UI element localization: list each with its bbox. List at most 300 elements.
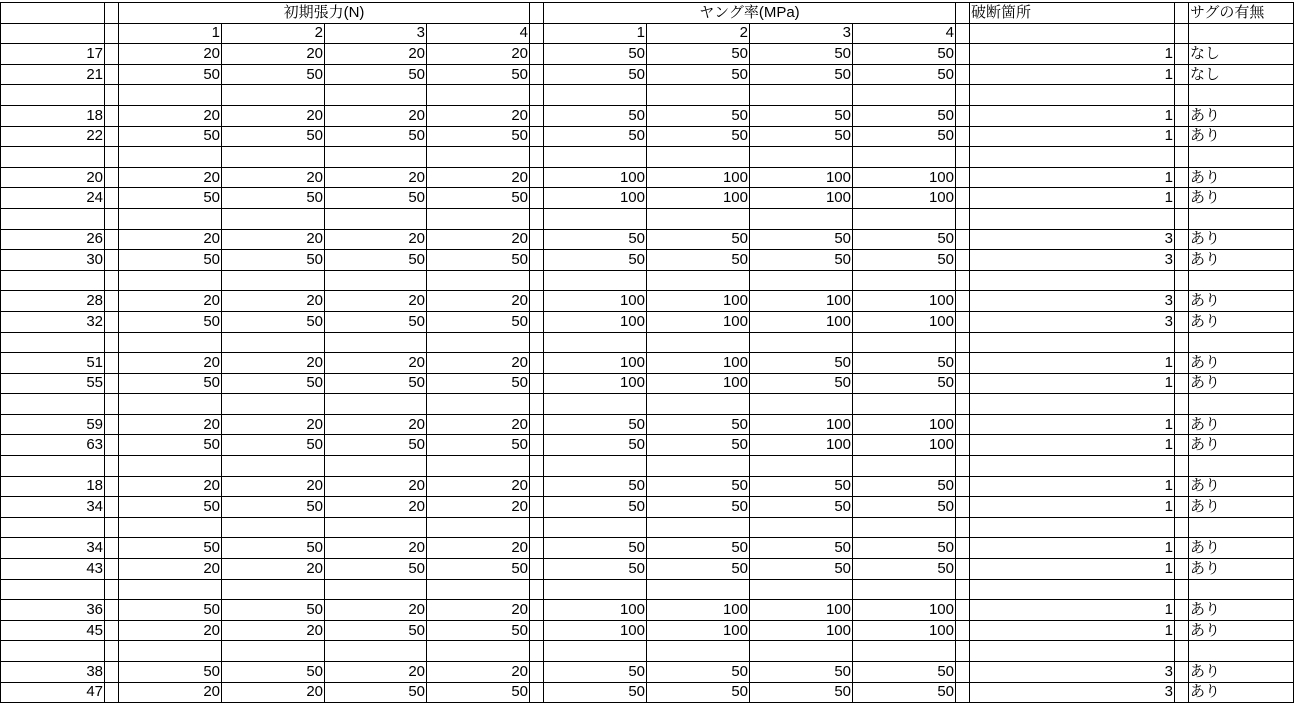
cell[interactable] [956, 620, 970, 641]
tension-value-cell[interactable]: 20 [325, 353, 427, 374]
sample-id-cell[interactable]: 43 [1, 559, 105, 580]
tension-value-cell[interactable]: 20 [119, 167, 222, 188]
sag-cell[interactable]: あり [1189, 435, 1294, 456]
sag-cell[interactable]: あり [1189, 167, 1294, 188]
cell[interactable] [530, 662, 544, 683]
cell[interactable] [750, 147, 853, 168]
cell[interactable] [956, 641, 970, 662]
sample-id-cell[interactable]: 45 [1, 620, 105, 641]
cell[interactable] [105, 44, 119, 65]
young-value-cell[interactable]: 50 [544, 435, 647, 456]
sag-cell[interactable]: あり [1189, 291, 1294, 312]
sample-id-cell[interactable]: 34 [1, 497, 105, 518]
sag-cell[interactable]: あり [1189, 126, 1294, 147]
cell[interactable] [1, 147, 105, 168]
cell[interactable] [1175, 682, 1189, 703]
young-value-cell[interactable]: 100 [750, 311, 853, 332]
tension-value-cell[interactable]: 50 [427, 188, 530, 209]
break-location-cell[interactable]: 3 [970, 682, 1175, 703]
cell[interactable] [105, 394, 119, 415]
tension-value-cell[interactable]: 50 [325, 188, 427, 209]
cell[interactable] [956, 517, 970, 538]
cell[interactable] [1189, 641, 1294, 662]
cell[interactable] [1175, 188, 1189, 209]
cell[interactable] [222, 332, 325, 353]
cell[interactable] [647, 208, 750, 229]
cell[interactable] [222, 394, 325, 415]
young-value-cell[interactable]: 100 [853, 311, 956, 332]
young-value-cell[interactable]: 50 [750, 373, 853, 394]
cell[interactable] [530, 167, 544, 188]
cell[interactable] [530, 600, 544, 621]
cell[interactable] [530, 311, 544, 332]
tension-value-cell[interactable]: 50 [119, 538, 222, 559]
young-value-cell[interactable]: 50 [544, 250, 647, 271]
tension-value-cell[interactable]: 20 [222, 291, 325, 312]
cell[interactable] [956, 188, 970, 209]
tension-header[interactable]: 初期張力(N) [119, 3, 530, 24]
tension-value-cell[interactable]: 20 [222, 44, 325, 65]
sag-cell[interactable]: あり [1189, 538, 1294, 559]
sample-id-cell[interactable]: 51 [1, 353, 105, 374]
break-location-cell[interactable]: 3 [970, 662, 1175, 683]
cell[interactable] [105, 85, 119, 106]
break-location-cell[interactable]: 1 [970, 105, 1175, 126]
cell[interactable] [1175, 291, 1189, 312]
cell[interactable] [105, 229, 119, 250]
young-value-cell[interactable]: 50 [750, 682, 853, 703]
cell[interactable] [105, 456, 119, 477]
sag-header[interactable]: サグの有無 [1189, 3, 1294, 24]
cell[interactable] [530, 208, 544, 229]
young-value-cell[interactable]: 50 [647, 126, 750, 147]
tension-value-cell[interactable]: 20 [325, 662, 427, 683]
tension-value-cell[interactable]: 50 [222, 311, 325, 332]
break-location-cell[interactable]: 3 [970, 291, 1175, 312]
young-value-cell[interactable]: 100 [647, 373, 750, 394]
cell[interactable] [530, 85, 544, 106]
sample-id-cell[interactable]: 47 [1, 682, 105, 703]
tension-value-cell[interactable]: 20 [222, 353, 325, 374]
cell[interactable] [105, 579, 119, 600]
cell[interactable] [750, 641, 853, 662]
cell[interactable] [970, 147, 1175, 168]
young-value-cell[interactable]: 100 [544, 373, 647, 394]
cell[interactable] [530, 517, 544, 538]
cell[interactable] [956, 250, 970, 271]
cell[interactable] [956, 105, 970, 126]
cell[interactable] [105, 435, 119, 456]
tension-value-cell[interactable]: 50 [119, 64, 222, 85]
tension-value-cell[interactable]: 50 [427, 250, 530, 271]
cell[interactable] [1189, 332, 1294, 353]
young-value-cell[interactable]: 50 [750, 476, 853, 497]
tension-index-cell[interactable]: 2 [222, 23, 325, 44]
young-value-cell[interactable]: 100 [544, 600, 647, 621]
tension-value-cell[interactable]: 20 [119, 414, 222, 435]
tension-value-cell[interactable]: 50 [325, 620, 427, 641]
cell[interactable] [956, 353, 970, 374]
cell[interactable] [853, 641, 956, 662]
young-value-cell[interactable]: 50 [750, 662, 853, 683]
cell[interactable] [105, 270, 119, 291]
sample-id-cell[interactable]: 38 [1, 662, 105, 683]
tension-value-cell[interactable]: 20 [325, 476, 427, 497]
cell[interactable] [105, 332, 119, 353]
tension-value-cell[interactable]: 20 [119, 229, 222, 250]
sample-id-cell[interactable]: 55 [1, 373, 105, 394]
cell[interactable] [1175, 167, 1189, 188]
cell[interactable] [750, 208, 853, 229]
cell[interactable] [105, 3, 119, 24]
cell[interactable] [530, 332, 544, 353]
sample-id-cell[interactable]: 32 [1, 311, 105, 332]
tension-value-cell[interactable]: 20 [222, 414, 325, 435]
cell[interactable] [1175, 64, 1189, 85]
cell[interactable] [325, 270, 427, 291]
cell[interactable] [222, 517, 325, 538]
cell[interactable] [1175, 394, 1189, 415]
tension-value-cell[interactable]: 20 [325, 44, 427, 65]
cell[interactable] [1175, 332, 1189, 353]
tension-value-cell[interactable]: 20 [119, 44, 222, 65]
young-value-cell[interactable]: 100 [853, 188, 956, 209]
young-value-cell[interactable]: 50 [544, 682, 647, 703]
cell[interactable] [530, 394, 544, 415]
cell[interactable] [530, 64, 544, 85]
cell[interactable] [1189, 517, 1294, 538]
cell[interactable] [970, 579, 1175, 600]
young-value-cell[interactable]: 50 [750, 559, 853, 580]
tension-value-cell[interactable]: 20 [222, 476, 325, 497]
young-value-cell[interactable]: 50 [647, 497, 750, 518]
sag-cell[interactable]: あり [1189, 620, 1294, 641]
cell[interactable] [119, 394, 222, 415]
young-value-cell[interactable]: 50 [750, 353, 853, 374]
tension-value-cell[interactable]: 50 [222, 126, 325, 147]
young-value-cell[interactable]: 50 [853, 353, 956, 374]
cell[interactable] [1, 517, 105, 538]
cell[interactable] [1189, 147, 1294, 168]
young-value-cell[interactable]: 100 [853, 435, 956, 456]
cell[interactable] [105, 167, 119, 188]
cell[interactable] [105, 64, 119, 85]
cell[interactable] [105, 476, 119, 497]
sample-id-cell[interactable]: 28 [1, 291, 105, 312]
cell[interactable] [647, 85, 750, 106]
break-location-cell[interactable]: 1 [970, 476, 1175, 497]
cell[interactable] [530, 126, 544, 147]
young-index-cell[interactable]: 2 [647, 23, 750, 44]
tension-value-cell[interactable]: 20 [222, 620, 325, 641]
cell[interactable] [427, 332, 530, 353]
tension-value-cell[interactable]: 50 [222, 435, 325, 456]
tension-value-cell[interactable]: 20 [119, 291, 222, 312]
sag-cell[interactable]: あり [1189, 559, 1294, 580]
sample-id-cell[interactable]: 18 [1, 476, 105, 497]
cell[interactable] [1189, 23, 1294, 44]
sag-cell[interactable]: あり [1189, 188, 1294, 209]
cell[interactable] [427, 456, 530, 477]
tension-value-cell[interactable]: 50 [427, 64, 530, 85]
cell[interactable] [544, 208, 647, 229]
cell[interactable] [530, 620, 544, 641]
cell[interactable] [956, 435, 970, 456]
young-value-cell[interactable]: 100 [750, 620, 853, 641]
tension-value-cell[interactable]: 20 [325, 291, 427, 312]
cell[interactable] [530, 105, 544, 126]
cell[interactable] [1175, 662, 1189, 683]
cell[interactable] [750, 579, 853, 600]
cell[interactable] [530, 456, 544, 477]
break-location-cell[interactable]: 1 [970, 435, 1175, 456]
cell[interactable] [530, 188, 544, 209]
young-value-cell[interactable]: 50 [544, 105, 647, 126]
cell[interactable] [325, 332, 427, 353]
sample-id-cell[interactable]: 26 [1, 229, 105, 250]
young-value-cell[interactable]: 50 [544, 64, 647, 85]
cell[interactable] [956, 229, 970, 250]
young-value-cell[interactable]: 50 [544, 559, 647, 580]
young-index-cell[interactable]: 3 [750, 23, 853, 44]
cell[interactable] [427, 394, 530, 415]
young-value-cell[interactable]: 100 [853, 620, 956, 641]
tension-value-cell[interactable]: 20 [119, 353, 222, 374]
cell[interactable] [530, 373, 544, 394]
cell[interactable] [530, 270, 544, 291]
break-location-cell[interactable]: 1 [970, 126, 1175, 147]
sag-cell[interactable]: あり [1189, 600, 1294, 621]
cell[interactable] [970, 270, 1175, 291]
young-value-cell[interactable]: 50 [853, 682, 956, 703]
tension-value-cell[interactable]: 20 [427, 538, 530, 559]
tension-index-cell[interactable]: 1 [119, 23, 222, 44]
cell[interactable] [427, 208, 530, 229]
cell[interactable] [1, 208, 105, 229]
break-location-cell[interactable]: 1 [970, 620, 1175, 641]
cell[interactable] [325, 579, 427, 600]
young-value-cell[interactable]: 100 [647, 291, 750, 312]
tension-value-cell[interactable]: 20 [119, 620, 222, 641]
tension-value-cell[interactable]: 50 [427, 126, 530, 147]
break-location-cell[interactable]: 1 [970, 538, 1175, 559]
tension-value-cell[interactable]: 50 [325, 126, 427, 147]
young-value-cell[interactable]: 100 [750, 188, 853, 209]
young-value-cell[interactable]: 100 [544, 620, 647, 641]
tension-value-cell[interactable]: 50 [325, 311, 427, 332]
sample-id-cell[interactable]: 63 [1, 435, 105, 456]
tension-index-cell[interactable]: 4 [427, 23, 530, 44]
cell[interactable] [1175, 353, 1189, 374]
cell[interactable] [1175, 105, 1189, 126]
young-value-cell[interactable]: 50 [647, 414, 750, 435]
cell[interactable] [544, 517, 647, 538]
young-value-cell[interactable]: 50 [544, 414, 647, 435]
cell[interactable] [956, 414, 970, 435]
cell[interactable] [956, 23, 970, 44]
tension-value-cell[interactable]: 50 [222, 373, 325, 394]
cell[interactable] [222, 270, 325, 291]
young-value-cell[interactable]: 100 [647, 600, 750, 621]
tension-value-cell[interactable]: 50 [325, 435, 427, 456]
tension-value-cell[interactable]: 50 [427, 682, 530, 703]
tension-value-cell[interactable]: 50 [222, 662, 325, 683]
tension-value-cell[interactable]: 50 [427, 373, 530, 394]
tension-value-cell[interactable]: 50 [427, 435, 530, 456]
cell[interactable] [750, 270, 853, 291]
cell[interactable] [105, 147, 119, 168]
cell[interactable] [1175, 126, 1189, 147]
cell[interactable] [544, 85, 647, 106]
cell[interactable] [119, 208, 222, 229]
cell[interactable] [1175, 311, 1189, 332]
cell[interactable] [956, 208, 970, 229]
cell[interactable] [956, 373, 970, 394]
cell[interactable] [1175, 270, 1189, 291]
tension-value-cell[interactable]: 50 [427, 620, 530, 641]
cell[interactable] [970, 456, 1175, 477]
young-value-cell[interactable]: 50 [853, 662, 956, 683]
young-value-cell[interactable]: 50 [853, 559, 956, 580]
cell[interactable] [956, 64, 970, 85]
young-value-cell[interactable]: 50 [853, 44, 956, 65]
cell[interactable] [427, 579, 530, 600]
sag-cell[interactable]: あり [1189, 682, 1294, 703]
break-location-cell[interactable]: 1 [970, 600, 1175, 621]
cell[interactable] [427, 641, 530, 662]
cell[interactable] [1, 85, 105, 106]
cell[interactable] [530, 23, 544, 44]
cell[interactable] [1189, 208, 1294, 229]
cell[interactable] [853, 456, 956, 477]
cell[interactable] [105, 188, 119, 209]
cell[interactable] [427, 147, 530, 168]
cell[interactable] [530, 641, 544, 662]
cell[interactable] [956, 3, 970, 24]
tension-value-cell[interactable]: 20 [427, 229, 530, 250]
young-value-cell[interactable]: 50 [750, 64, 853, 85]
tension-value-cell[interactable]: 20 [427, 105, 530, 126]
cell[interactable] [105, 682, 119, 703]
cell[interactable] [956, 579, 970, 600]
tension-value-cell[interactable]: 20 [119, 105, 222, 126]
cell[interactable] [544, 394, 647, 415]
cell[interactable] [222, 579, 325, 600]
tension-value-cell[interactable]: 20 [325, 414, 427, 435]
tension-value-cell[interactable]: 50 [222, 538, 325, 559]
tension-value-cell[interactable]: 20 [427, 353, 530, 374]
sag-cell[interactable]: あり [1189, 311, 1294, 332]
cell[interactable] [530, 682, 544, 703]
cell[interactable] [1, 270, 105, 291]
break-location-cell[interactable]: 1 [970, 414, 1175, 435]
cell[interactable] [1, 641, 105, 662]
cell[interactable] [750, 85, 853, 106]
cell[interactable] [853, 517, 956, 538]
tension-value-cell[interactable]: 50 [119, 497, 222, 518]
young-value-cell[interactable]: 100 [544, 188, 647, 209]
cell[interactable] [105, 250, 119, 271]
cell[interactable] [530, 414, 544, 435]
cell[interactable] [1175, 414, 1189, 435]
tension-value-cell[interactable]: 50 [325, 682, 427, 703]
cell[interactable] [105, 517, 119, 538]
break-location-cell[interactable]: 1 [970, 64, 1175, 85]
tension-index-cell[interactable]: 3 [325, 23, 427, 44]
tension-value-cell[interactable]: 20 [119, 476, 222, 497]
young-value-cell[interactable]: 50 [853, 229, 956, 250]
cell[interactable] [105, 353, 119, 374]
cell[interactable] [105, 126, 119, 147]
young-value-cell[interactable]: 50 [647, 662, 750, 683]
cell[interactable] [647, 147, 750, 168]
young-value-cell[interactable]: 50 [750, 538, 853, 559]
cell[interactable] [1, 23, 105, 44]
cell[interactable] [1175, 23, 1189, 44]
cell[interactable] [750, 456, 853, 477]
young-value-cell[interactable]: 50 [647, 435, 750, 456]
tension-value-cell[interactable]: 50 [119, 311, 222, 332]
cell[interactable] [956, 662, 970, 683]
sample-id-cell[interactable]: 22 [1, 126, 105, 147]
young-value-cell[interactable]: 50 [750, 105, 853, 126]
tension-value-cell[interactable]: 20 [325, 497, 427, 518]
cell[interactable] [119, 270, 222, 291]
young-index-cell[interactable]: 1 [544, 23, 647, 44]
cell[interactable] [1, 332, 105, 353]
cell[interactable] [647, 332, 750, 353]
break-location-cell[interactable]: 1 [970, 167, 1175, 188]
cell[interactable] [1189, 579, 1294, 600]
cell[interactable] [544, 270, 647, 291]
young-value-cell[interactable]: 50 [544, 497, 647, 518]
cell[interactable] [544, 456, 647, 477]
young-value-cell[interactable]: 100 [853, 167, 956, 188]
young-value-cell[interactable]: 50 [750, 497, 853, 518]
cell[interactable] [119, 456, 222, 477]
tension-value-cell[interactable]: 20 [222, 167, 325, 188]
cell[interactable] [105, 538, 119, 559]
tension-value-cell[interactable]: 20 [222, 682, 325, 703]
cell[interactable] [119, 517, 222, 538]
cell[interactable] [222, 456, 325, 477]
young-value-cell[interactable]: 50 [544, 229, 647, 250]
young-value-cell[interactable]: 50 [647, 682, 750, 703]
tension-value-cell[interactable]: 20 [222, 229, 325, 250]
cell[interactable] [544, 641, 647, 662]
cell[interactable] [853, 147, 956, 168]
sag-cell[interactable]: あり [1189, 662, 1294, 683]
cell[interactable] [222, 85, 325, 106]
tension-value-cell[interactable]: 20 [325, 229, 427, 250]
cell[interactable] [544, 147, 647, 168]
tension-value-cell[interactable]: 20 [325, 600, 427, 621]
young-value-cell[interactable]: 100 [853, 414, 956, 435]
cell[interactable] [1189, 394, 1294, 415]
sag-cell[interactable]: あり [1189, 229, 1294, 250]
break-location-cell[interactable]: 1 [970, 44, 1175, 65]
cell[interactable] [970, 23, 1175, 44]
young-value-cell[interactable]: 50 [544, 126, 647, 147]
cell[interactable] [956, 456, 970, 477]
tension-value-cell[interactable]: 20 [427, 291, 530, 312]
tension-value-cell[interactable]: 50 [222, 497, 325, 518]
tension-value-cell[interactable]: 20 [427, 167, 530, 188]
cell[interactable] [750, 517, 853, 538]
young-value-cell[interactable]: 50 [647, 64, 750, 85]
young-value-cell[interactable]: 100 [853, 600, 956, 621]
cell[interactable] [1175, 559, 1189, 580]
